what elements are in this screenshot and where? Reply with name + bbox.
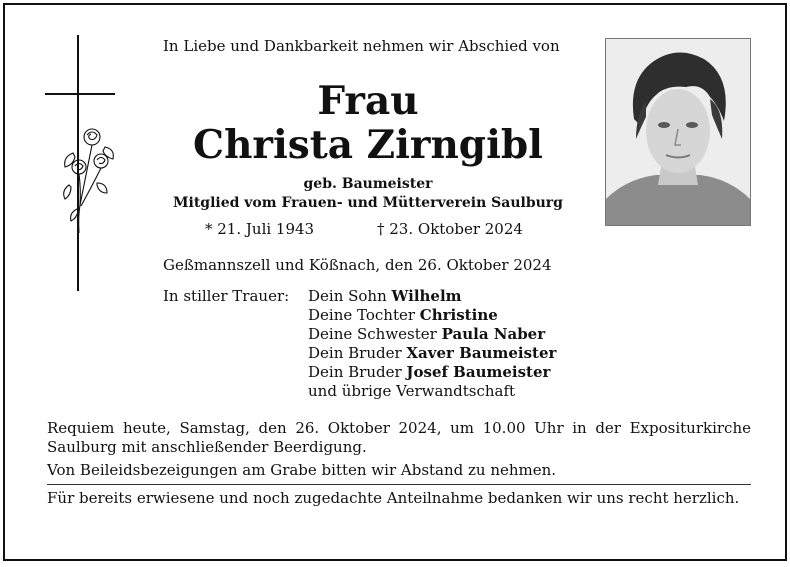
mourner-name: Xaver Baumeister — [406, 344, 557, 362]
thanks-text: Für bereits erwiesene und noch zugedachte Anteilnahme bedanken wir uns recht herzlich. — [47, 489, 740, 507]
mourner-name: Wilhelm — [391, 287, 462, 305]
mourner-relation: und übrige Verwandtschaft — [308, 382, 516, 400]
requiem-text: Requiem heute, Samstag, den 26. Oktober 2024, um 10.00 Uhr in der Expositurkirche Saulburg mit anschließender Beerdigung. — [47, 419, 751, 456]
condolence-note: Von Beileidsbezeigungen am Grabe bitten wir Abstand zu nehmen. — [47, 461, 557, 479]
deceased-name: Christa Zirngibl — [193, 122, 543, 168]
portrait-image — [606, 39, 750, 225]
mourner-list — [308, 287, 556, 401]
mourner-relation: Dein Bruder — [308, 363, 402, 381]
mourner-name: Paula Naber — [441, 325, 546, 343]
mourner-relation: Dein Bruder — [308, 344, 402, 362]
mourner-item — [308, 382, 556, 401]
portrait-photo — [605, 38, 751, 226]
cross-icon-bar — [45, 93, 115, 95]
honorific: Frau — [317, 78, 419, 124]
mourner-item — [308, 344, 556, 363]
mourner-name: Josef Baumeister — [406, 363, 551, 381]
mourner-relation: Deine Tochter — [308, 306, 416, 324]
mourner-item — [308, 363, 556, 382]
birth-date: * 21. Juli 1943 — [205, 220, 315, 238]
mourner-relation: Dein Sohn — [308, 287, 387, 305]
place-date: Geßmannszell und Kößnach, den 26. Oktober 2024 — [163, 256, 552, 274]
born-name: geb. Baumeister — [303, 176, 433, 192]
obituary-notice — [3, 3, 787, 561]
mourner-item — [308, 287, 556, 306]
mourner-item — [308, 306, 556, 325]
mourning-label: In stiller Trauer: — [163, 287, 290, 305]
mourner-name: Christine — [419, 306, 498, 324]
death-date: † 23. Oktober 2024 — [377, 220, 523, 238]
divider — [47, 484, 751, 485]
rose-icon — [57, 123, 115, 235]
mourner-relation: Deine Schwester — [308, 325, 437, 343]
mourner-item — [308, 325, 556, 344]
intro-text: In Liebe und Dankbarkeit nehmen wir Abschied von — [163, 37, 560, 55]
membership: Mitglied vom Frauen- und Mütterverein Saulburg — [173, 195, 563, 211]
